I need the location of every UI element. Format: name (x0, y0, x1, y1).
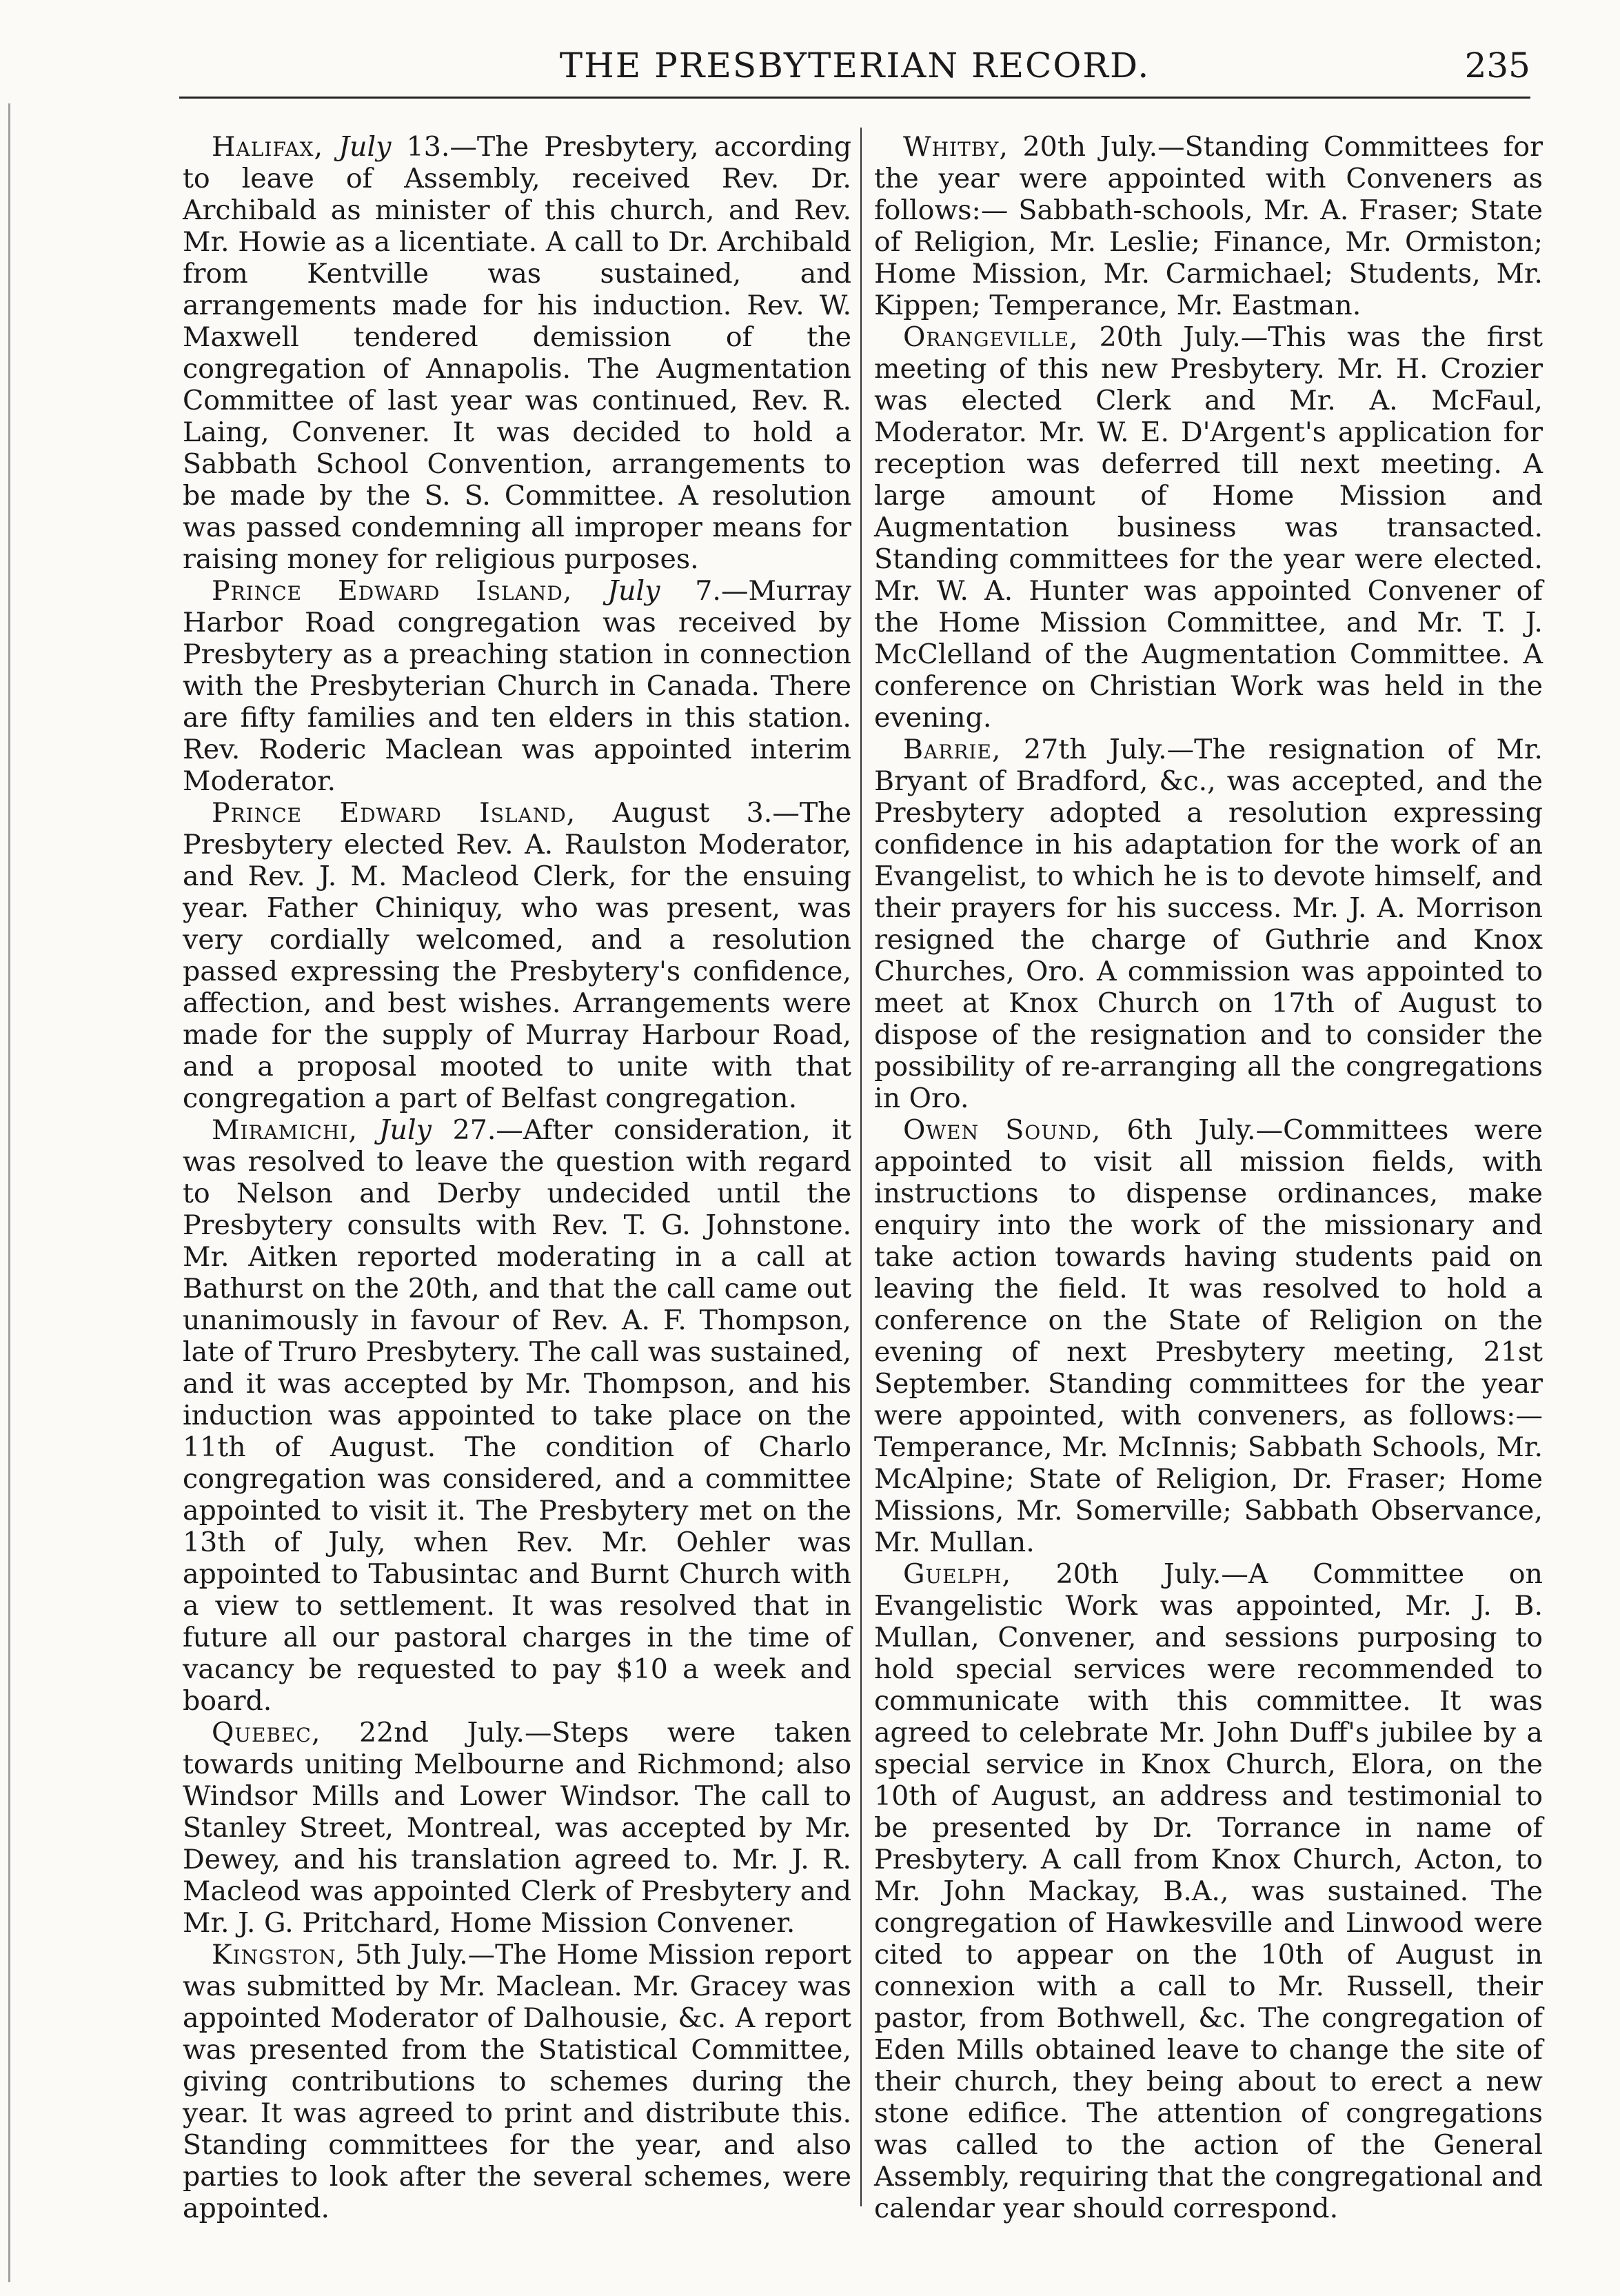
entry-place: Orangeville, (903, 321, 1079, 353)
entry-miramichi (183, 1114, 851, 1717)
running-header (179, 41, 1530, 99)
entry-text: 22nd July.—Steps were taken towards uniting Melbourne and Richmond; also Windsor Mills and Lower Windsor. The call to Stanley Street, Montreal, was accepted by Mr. Dewey, and his translation agreed to. Mr. J. R. Macleod was appointed Clerk of Presbytery and Mr. J. G. Pritchard, Home Mission Convener. (183, 1717, 851, 1939)
entry-whitby (874, 131, 1543, 321)
entry-place: Quebec, (212, 1717, 321, 1749)
entry-text: 7.—Murray Harbor Road congregation was received by Presbytery as a preaching station in connection with the Presbyterian Church in Canada. There are fifty families and ten elders in this station. Rev. Roderic Maclean was appointed interim Moderator. (183, 575, 851, 797)
entry-text: 5th July.—The Home Mission report was submitted by Mr. Maclean. Mr. Gracey was appointed Moderator of Dalhousie, &c. A report was presented from the Statistical Committee, giving contributions to schemes during the year. It was agreed to print and distribute this. Standing committees for the year, and also parties to look after the several schemes, were appointed. (183, 1939, 851, 2224)
page-title: THE PRESBYTERIAN RECORD. (559, 46, 1151, 85)
entry-place: Miramichi, (212, 1114, 358, 1146)
entry-place: Barrie, (903, 734, 1002, 765)
entry-quebec (183, 1717, 851, 1939)
entry-text: 13.—The Presbytery, according to leave of Assembly, received Rev. Dr. Archibald as minister of this church, and Rev. Mr. Howie as a licentiate. A call to Dr. Archibald from Kentville was sustained, and arrangements made for his induction. Rev. W. Maxwell tendered demission of the congregation of Annapolis. The Augmentation Committee of last year was continued, Rev. R. Laing, Convener. It was decided to hold a Sabbath School Convention, arrangements to be made by the S. S. Committee. A resolution was passed condemning all improper means for raising money for religious purposes. (183, 131, 851, 575)
entry-place: Whitby, (903, 131, 1009, 163)
entry-place: Halifax, (212, 131, 324, 163)
entry-place: Guelph, (903, 1558, 1011, 1590)
entry-pei-july (183, 575, 851, 797)
column-divider (860, 128, 862, 2206)
entry-text: 6th July.—Committees were appointed to visit all mission fields, with instructions to dispense ordinances, make enquiry into the work of the missionary and take action towards having students paid on leaving the field. It was resolved to hold a conference on the State of Religion on the evening of next Presbytery meeting, 21st September. Standing committees for the year were appointed, with conveners, as follows:— Temperance, Mr. McInnis; Sabbath Schools, Mr. McAlpine; State of Religion, Dr. Fraser; Home Missions, Mr. Somerville; Sabbath Observance, Mr. Mullan. (874, 1114, 1543, 1558)
entry-date: July (378, 1114, 432, 1146)
left-column (183, 131, 851, 2224)
entry-pei-august (183, 797, 851, 1114)
entry-place: Prince Edward Island, (212, 575, 573, 607)
entry-date: July (338, 131, 392, 163)
entry-place: Prince Edward Island, (212, 797, 576, 829)
binding-edge-rule (8, 103, 10, 2282)
entry-orangeville (874, 321, 1543, 734)
entry-owen-sound (874, 1114, 1543, 1558)
entry-text: 27th July.—The resignation of Mr. Bryant of Bradford, &c., was accepted, and the Presbytery adopted a resolution expressing confidence in his adaptation for the work of an Evangelist, to which he is to devote himself, and their prayers for his success. Mr. J. A. Morrison resigned the charge of Guthrie and Knox Churches, Oro. A commission was appointed to meet at Knox Church on 17th of August to dispose of the resignation and to consider the possibility of re-arranging all the congregations in Oro. (874, 734, 1543, 1114)
entry-text: 27.—After consideration, it was resolved to leave the question with regard to Nelson and Derby undecided until the Presbytery consults with Rev. T. G. Johnstone. Mr. Aitken reported moderating in a call at Bathurst on the 20th, and that the call came out unanimously in favour of Rev. A. F. Thompson, late of Truro Presbytery. The call was sustained, and it was accepted by Mr. Thompson, and his induction was appointed to take place on the 11th of August. The condition of Charlo congregation was considered, and a committee appointed to visit it. The Presbytery met on the 13th of July, when Rev. Mr. Oehler was appointed to Tabusintac and Burnt Church with a view to settlement. It was resolved that in future all our pastoral charges in the time of vacancy be requested to pay $10 a week and board. (183, 1114, 851, 1717)
entry-kingston (183, 1939, 851, 2224)
entry-text: August 3.—The Presbytery elected Rev. A. Raulston Moderator, and Rev. J. M. Macleod Clerk, for the ensuing year. Father Chiniquy, who was present, was very cordially welcomed, and a resolution passed expressing the Presbytery's confidence, affection, and best wishes. Arrangements were made for the supply of Murray Harbour Road, and a proposal mooted to unite with that congregation a part of Belfast congregation. (183, 797, 851, 1114)
page-number: 235 (1464, 46, 1530, 85)
entry-date: July (607, 575, 660, 607)
right-column (874, 131, 1543, 2224)
entry-text: 20th July.—A Committee on Evangelistic Work was appointed, Mr. J. B. Mullan, Convener, and sessions purposing to hold special services were recommended to communicate with this committee. It was agreed to celebrate Mr. John Duff's jubilee by a special service in Knox Church, Elora, on the 10th of August, an address and testimonial to be presented by Dr. Torrance in name of Presbytery. A call from Knox Church, Acton, to Mr. John Mackay, B.A., was sustained. The congregation of Hawkesville and Linwood were cited to appear on the 10th of August in connexion with a call to Mr. Russell, their pastor, from Bothwell, &c. The congregation of Eden Mills obtained leave to change the site of their church, they being about to erect a new stone edifice. The attention of congregations was called to the action of the General Assembly, requiring that the congregational and calendar year should correspond. (874, 1558, 1543, 2224)
entry-text: 20th July.—Standing Committees for the year were appointed with Conveners as follows:— Sabbath-schools, Mr. A. Fraser; State of Religion, Mr. Leslie; Finance, Mr. Ormiston; Home Mission, Mr. Carmichael; Students, Mr. Kippen; Temperance, Mr. Eastman. (874, 131, 1543, 321)
entry-place: Kingston, (212, 1939, 346, 1971)
entry-text: 20th July.—This was the first meeting of this new Presbytery. Mr. H. Crozier was elected Clerk and Mr. A. McFaul, Moderator. Mr. W. E. D'Argent's application for reception was deferred till next meeting. A large amount of Home Mission and Augmentation business was transacted. Standing committees for the year were elected. Mr. W. A. Hunter was appointed Convener of the Home Mission Committee, and Mr. T. J. McClelland of the Augmentation Committee. A conference on Christian Work was held in the evening. (874, 321, 1543, 734)
entry-place: Owen Sound, (903, 1114, 1102, 1146)
entry-halifax (183, 131, 851, 575)
entry-barrie (874, 734, 1543, 1114)
entry-guelph (874, 1558, 1543, 2224)
